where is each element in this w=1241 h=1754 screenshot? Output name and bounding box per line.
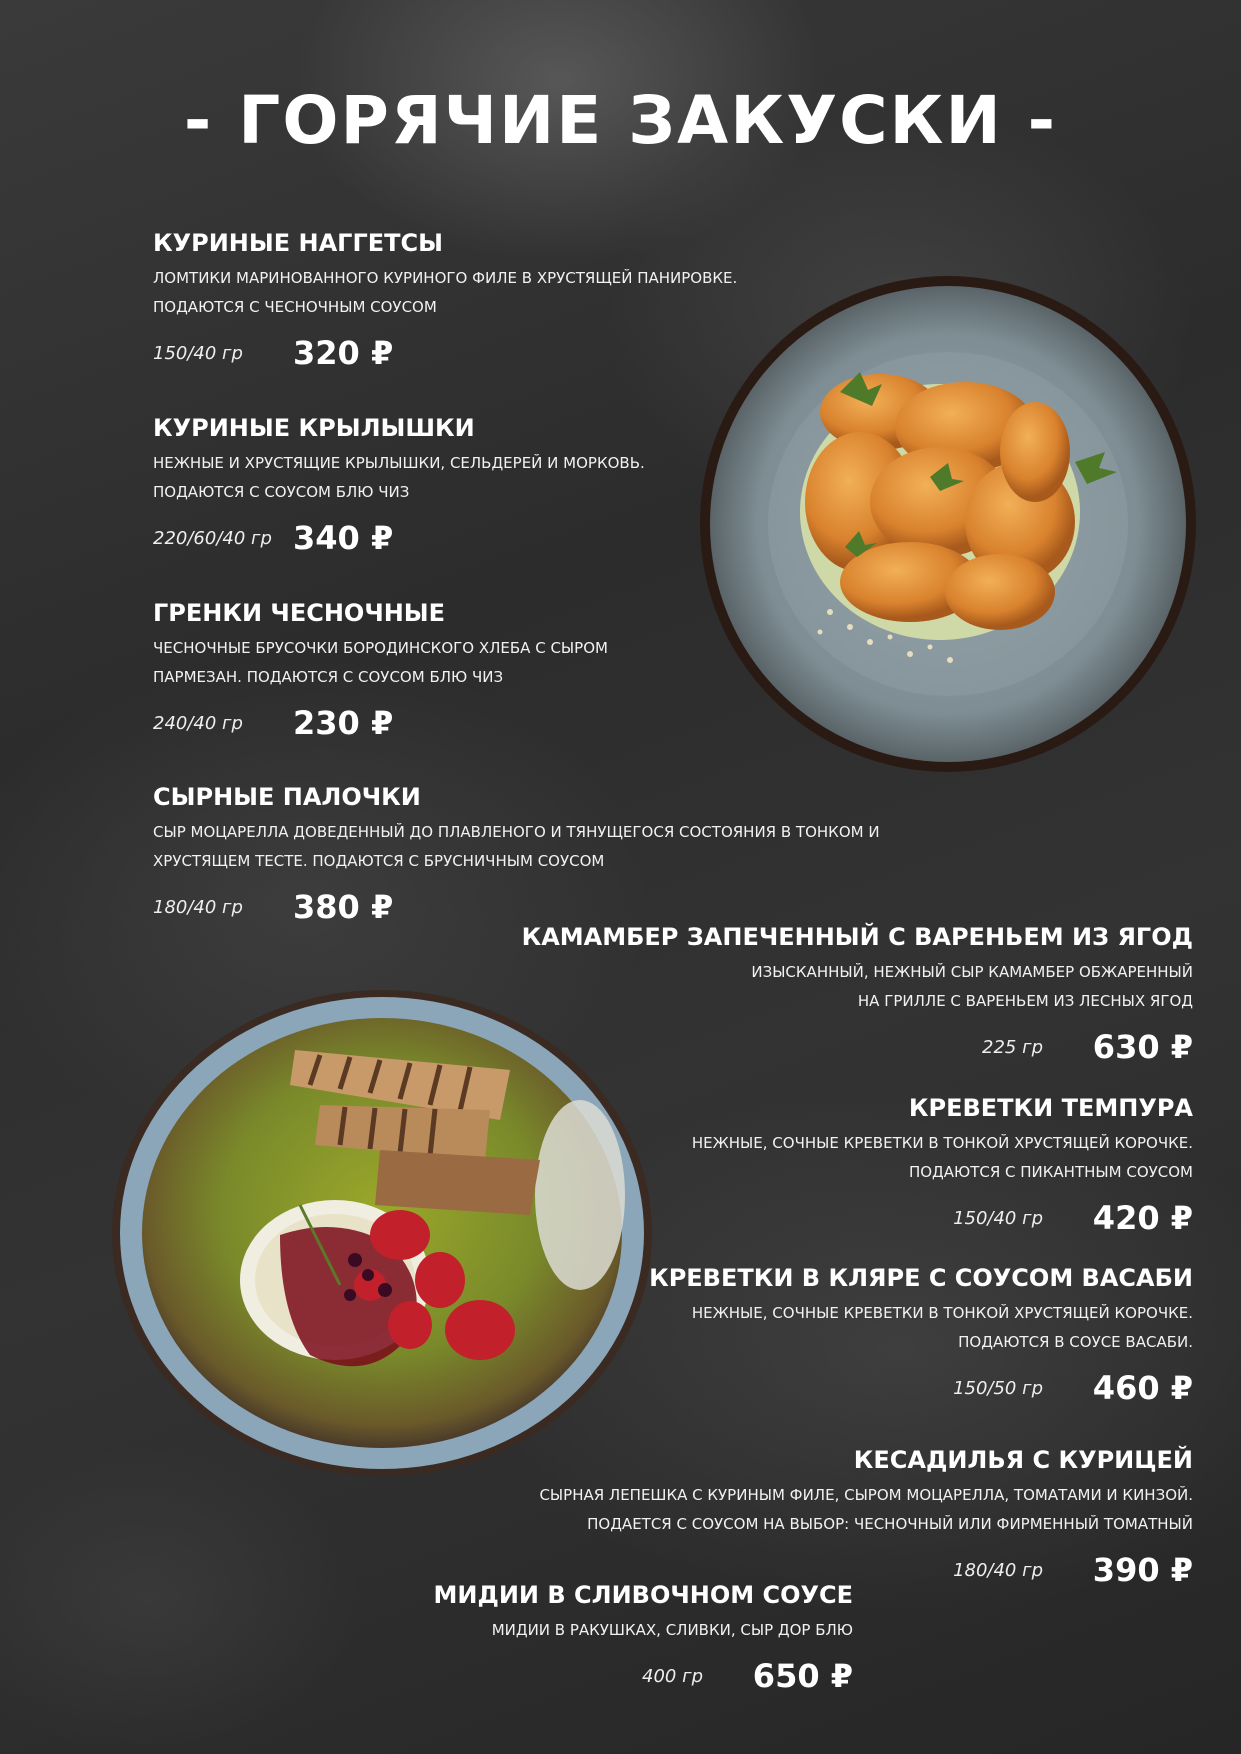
item-description-line: ПОДАЮТСЯ С ЧЕСНОЧНЫМ СОУСОМ — [153, 298, 437, 316]
item-price: 650 ₽ — [752, 1657, 853, 1695]
item-description-line: СЫР МОЦАРЕЛЛА ДОВЕДЕННЫЙ ДО ПЛАВЛЕНОГО И ТЯНУЩЕГОСЯ СОСТОЯНИЯ В ТОНКОМ И — [153, 823, 880, 841]
item-weight: 180/40 гр — [953, 1560, 1043, 1581]
fried-shrimp-plate-image — [680, 262, 1200, 782]
menu-item-tempura-shrimp — [692, 1093, 1193, 1237]
item-weight: 180/40 гр — [153, 897, 243, 918]
item-name: ГРЕНКИ ЧЕСНОЧНЫЕ — [153, 599, 446, 627]
item-description — [153, 449, 645, 507]
item-description-line: ПОДАЮТСЯ С СОУСОМ БЛЮ ЧИЗ — [153, 483, 410, 501]
item-name: МИДИИ В СЛИВОЧНОМ СОУСЕ — [433, 1581, 853, 1609]
price-row — [153, 328, 737, 372]
item-name: КЕСАДИЛЬЯ С КУРИЦЕЙ — [853, 1446, 1193, 1474]
price-row — [649, 1363, 1193, 1407]
price-row — [692, 1193, 1193, 1237]
item-price: 460 ₽ — [1092, 1369, 1193, 1407]
item-description-line: ИЗЫСКАННЫЙ, НЕЖНЫЙ СЫР КАМАМБЕР ОБЖАРЕННЫЙ — [751, 963, 1193, 981]
price-row — [434, 1651, 854, 1695]
item-weight: 150/40 гр — [953, 1208, 1043, 1229]
item-description-line: НЕЖНЫЕ, СОЧНЫЕ КРЕВЕТКИ В ТОНКОЙ ХРУСТЯЩЕЙ КОРОЧКЕ. — [691, 1134, 1193, 1152]
price-row — [153, 513, 645, 557]
item-description-line: ПАРМЕЗАН. ПОДАЮТСЯ С СОУСОМ БЛЮ ЧИЗ — [153, 668, 504, 686]
item-description-line: НА ГРИЛЛЕ С ВАРЕНЬЕМ ИЗ ЛЕСНЫХ ЯГОД — [857, 992, 1193, 1010]
item-price: 630 ₽ — [1092, 1028, 1193, 1066]
menu-item-croutons — [153, 598, 608, 742]
price-row — [153, 882, 880, 926]
menu-item-cheese-sticks — [153, 782, 880, 926]
item-description — [153, 634, 608, 692]
item-weight: 400 гр — [642, 1666, 703, 1687]
item-price: 320 ₽ — [293, 334, 394, 372]
item-name: КУРИНЫЕ НАГГЕТСЫ — [153, 229, 443, 257]
item-description — [539, 1481, 1193, 1539]
item-name: КРЕВЕТКИ ТЕМПУРА — [908, 1094, 1193, 1122]
item-description-line: ЛОМТИКИ МАРИНОВАННОГО КУРИНОГО ФИЛЕ В ХРУСТЯЩЕЙ ПАНИРОВКЕ. — [153, 269, 738, 287]
item-price: 420 ₽ — [1092, 1199, 1193, 1237]
item-description — [649, 1299, 1193, 1357]
page-title: - ГОРЯЧИЕ ЗАКУСКИ - — [183, 82, 1058, 159]
item-description-line: НЕЖНЫЕ, СОЧНЫЕ КРЕВЕТКИ В ТОНКОЙ ХРУСТЯЩЕЙ КОРОЧКЕ. — [691, 1304, 1193, 1322]
menu-item-wings — [153, 413, 645, 557]
item-name: КАМАМБЕР ЗАПЕЧЕННЫЙ С ВАРЕНЬЕМ ИЗ ЯГОД — [521, 923, 1193, 951]
item-name: СЫРНЫЕ ПАЛОЧКИ — [153, 783, 421, 811]
price-row — [522, 1022, 1193, 1066]
item-description-line: ПОДАЕТСЯ С СОУСОМ НА ВЫБОР: ЧЕСНОЧНЫЙ ИЛИ ФИРМЕННЫЙ ТОМАТНЫЙ — [587, 1515, 1193, 1533]
menu-item-camembert — [522, 922, 1193, 1066]
item-description-line: ПОДАЮТСЯ С ПИКАНТНЫМ СОУСОМ — [908, 1163, 1193, 1181]
item-description-line: НЕЖНЫЕ И ХРУСТЯЩИЕ КРЫЛЫШКИ, СЕЛЬДЕРЕЙ И МОРКОВЬ. — [153, 454, 645, 472]
item-weight: 150/40 гр — [153, 343, 243, 364]
item-description — [434, 1616, 854, 1645]
item-description — [522, 958, 1193, 1016]
item-price: 340 ₽ — [293, 519, 394, 557]
item-description-line: СЫРНАЯ ЛЕПЕШКА С КУРИНЫМ ФИЛЕ, СЫРОМ МОЦАРЕЛЛА, ТОМАТАМИ И КИНЗОЙ. — [539, 1486, 1193, 1504]
menu-item-mussels — [434, 1580, 854, 1695]
item-description — [153, 264, 737, 322]
item-weight: 240/40 гр — [153, 713, 243, 734]
menu-item-wasabi-shrimp — [649, 1263, 1193, 1407]
item-weight: 220/60/40 гр — [153, 528, 272, 549]
item-price: 230 ₽ — [293, 704, 394, 742]
item-price: 380 ₽ — [293, 888, 394, 926]
item-description-line: ХРУСТЯЩЕМ ТЕСТЕ. ПОДАЮТСЯ С БРУСНИЧНЫМ СОУСОМ — [153, 852, 605, 870]
item-description — [692, 1129, 1193, 1187]
menu-item-nuggets — [153, 228, 737, 372]
item-name: КРЕВЕТКИ В КЛЯРЕ С СОУСОМ ВАСАБИ — [649, 1264, 1193, 1292]
menu-item-quesadilla — [539, 1445, 1193, 1589]
item-price: 390 ₽ — [1092, 1551, 1193, 1589]
item-description-line: ПОДАЮТСЯ В СОУСЕ ВАСАБИ. — [958, 1333, 1193, 1351]
item-weight: 225 гр — [982, 1037, 1043, 1058]
item-weight: 150/50 гр — [953, 1378, 1043, 1399]
item-description-line: ЧЕСНОЧНЫЕ БРУСОЧКИ БОРОДИНСКОГО ХЛЕБА С СЫРОМ — [153, 639, 608, 657]
price-row — [153, 698, 608, 742]
item-description-line: МИДИИ В РАКУШКАХ, СЛИВКИ, СЫР ДОР БЛЮ — [491, 1621, 853, 1639]
item-description — [153, 818, 880, 876]
item-name: КУРИНЫЕ КРЫЛЫШКИ — [153, 414, 475, 442]
